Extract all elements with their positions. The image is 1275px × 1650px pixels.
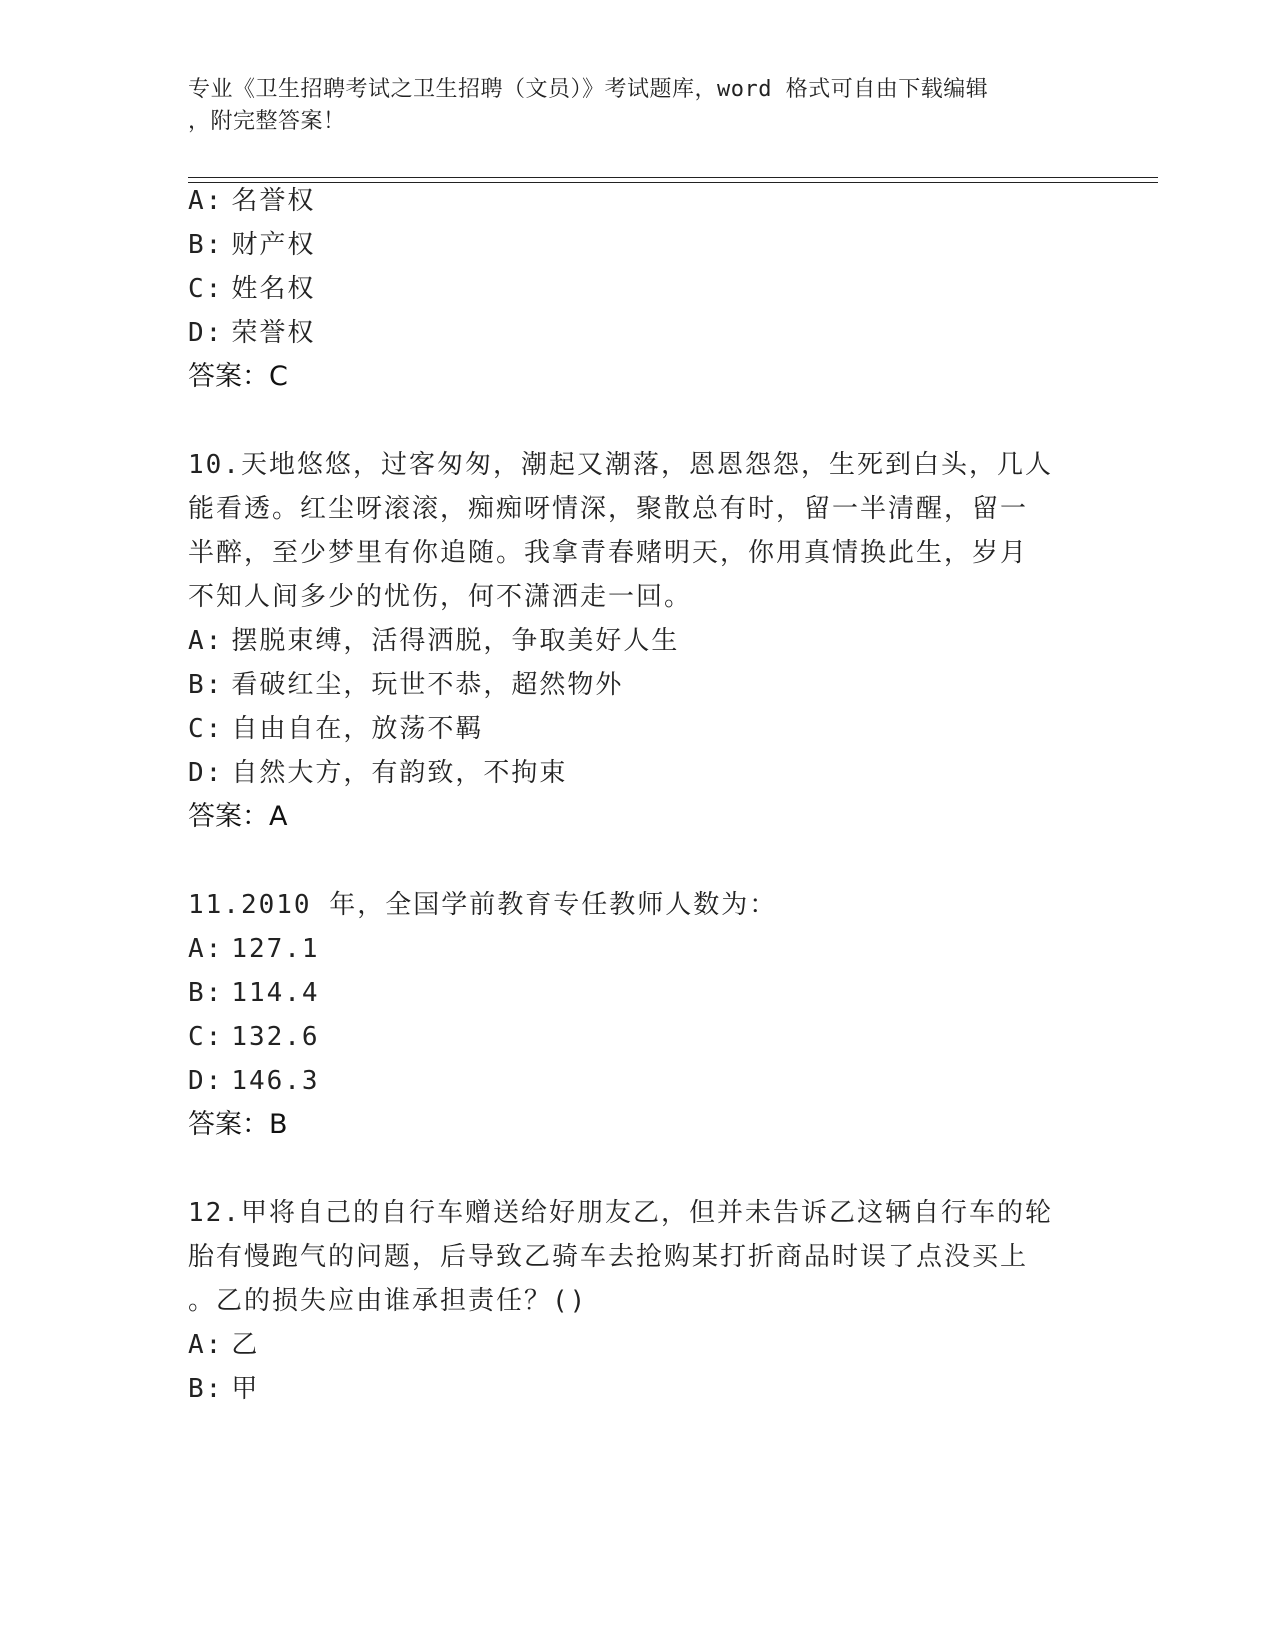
q10-option-d: D: 自然大方，有韵致，不拘束 [188,758,568,788]
q9-option-d: D: 荣誉权 [188,318,316,348]
header-divider-top [188,177,1158,178]
q10-text-line-4: 不知人间多少的忧伤，何不潇洒走一回。 [188,582,693,612]
q10-text-line-1: 10.天地悠悠，过客匆匆，潮起又潮落，恩恩怨怨，生死到白头，几人 [188,450,1053,480]
q10-option-a: A: 摆脱束缚，活得洒脱，争取美好人生 [188,626,680,656]
q12-text-line-2: 胎有慢跑气的问题，后导致乙骑车去抢购某打折商品时误了点没买上 [188,1242,1029,1272]
q12-text-line-1: 12.甲将自己的自行车赠送给好朋友乙，但并未告诉乙这辆自行车的轮 [188,1198,1053,1228]
q10-option-b: B: 看破红尘，玩世不恭，超然物外 [188,670,624,700]
q9-option-a: A: 名誉权 [188,186,316,216]
q10-text-line-3: 半醉，至少梦里有你追随。我拿青春赌明天，你用真情换此生，岁月 [188,538,1029,568]
document-header [188,74,1068,138]
q10-option-c: C: 自由自在，放荡不羁 [188,714,484,744]
q11-option-c: C: 132.6 [188,1022,320,1052]
q10-answer: 答案：A [188,801,288,832]
q9-option-b: B: 财产权 [188,230,316,260]
q11-answer: 答案：B [188,1109,288,1140]
q9-option-c: C: 姓名权 [188,274,316,304]
q10-text-line-2: 能看透。红尘呀滚滚，痴痴呀情深，聚散总有时，留一半清醒，留一 [188,494,1029,524]
header-divider-bottom [188,182,1158,183]
q12-option-b: B: 甲 [188,1374,260,1404]
q12-option-a: A: 乙 [188,1330,260,1360]
header-line-2: ，附完整答案！ [188,109,346,134]
q9-answer: 答案：C [188,361,288,392]
q12-text-line-3: 。乙的损失应由谁承担责任？() [188,1286,588,1316]
q11-option-b: B: 114.4 [188,978,320,1008]
header-line-1: 专业《卫生招聘考试之卫生招聘（文员）》考试题库，word 格式可自由下载编辑 [188,77,989,102]
q11-text-line-1: 11.2010 年，全国学前教育专任教师人数为： [188,890,778,920]
q11-option-a: A: 127.1 [188,934,320,964]
q11-option-d: D: 146.3 [188,1066,320,1096]
